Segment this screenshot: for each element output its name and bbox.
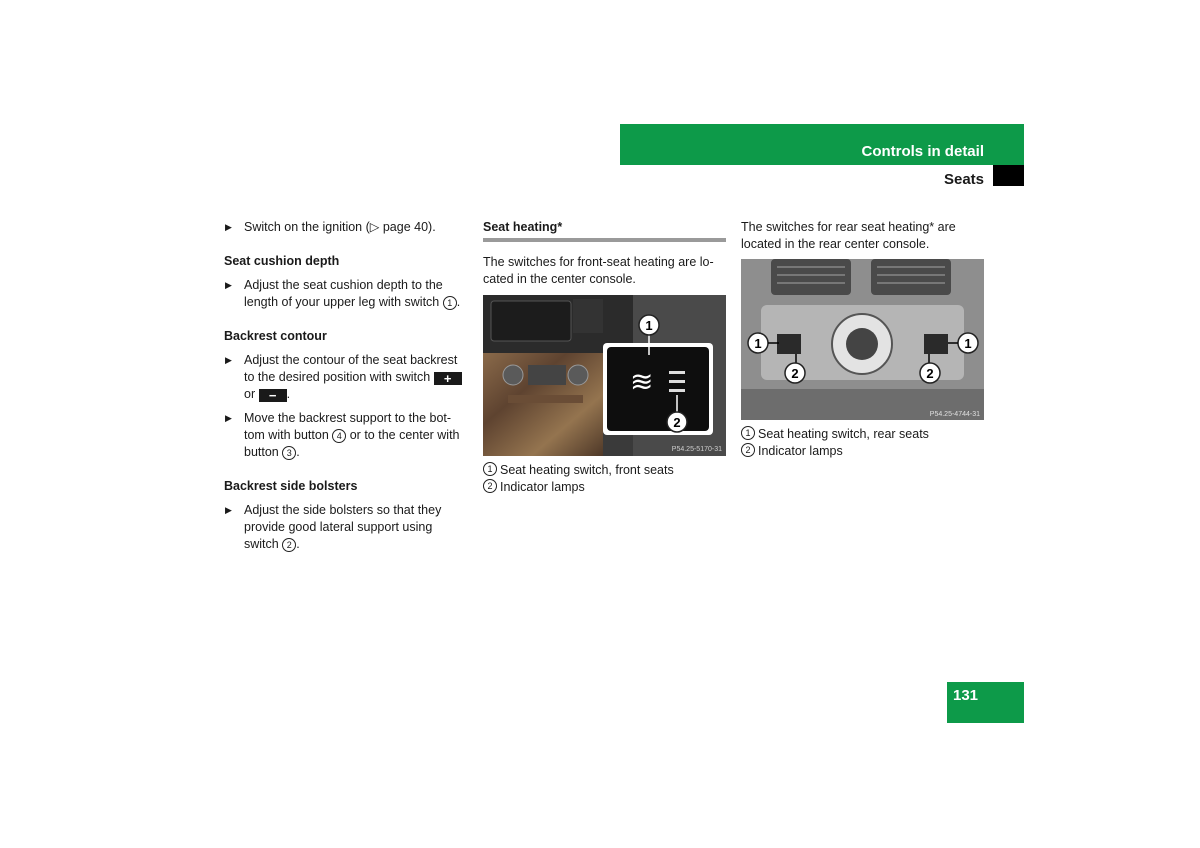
- ref-number: 2: [282, 538, 296, 552]
- rear-console-photo: [741, 259, 984, 420]
- heading-cushion-depth: Seat cushion depth: [224, 254, 340, 268]
- photo-code: P54.25-5170-31: [671, 446, 722, 453]
- heading-backrest-contour: Backrest contour: [224, 329, 327, 343]
- column-middle: [483, 219, 726, 496]
- bullet-triangle-icon: ▶: [225, 355, 232, 365]
- bullet-ignition: ▶ Switch on the ignition (▷ page 40).: [225, 220, 436, 234]
- svg-text:1: 1: [754, 336, 762, 351]
- svg-text:2: 2: [791, 366, 799, 381]
- photo-code: P54.25-4744-31: [929, 411, 980, 418]
- caption-item: 1 Seat heating switch, front seats: [483, 462, 726, 479]
- bullet-backrest-contour: ▶ Adjust the contour of the seat backrest to the desired position with switch + or − .: [224, 352, 467, 403]
- front-console-photo: [483, 295, 726, 456]
- heading-seat-heating: Seat heating*: [483, 220, 563, 234]
- header-black-tab: [993, 165, 1024, 186]
- caption-item: 2 Indicator lamps: [741, 443, 984, 460]
- caption-list: [741, 426, 984, 460]
- bullet-backrest-support: ▶ Move the backrest support to the bot-tom with button 4 or to the center with button 3 .: [225, 411, 460, 459]
- seat-heating-body: The switches for front-seat heating are lo-cated in the center console.: [483, 255, 714, 286]
- caption-list: [483, 462, 726, 496]
- heading-side-bolsters: Backrest side bolsters: [224, 479, 358, 493]
- section-title: Controls in detail: [861, 143, 984, 160]
- caption-item: 1 Seat heating switch, rear seats: [741, 426, 984, 443]
- svg-text:1: 1: [964, 336, 972, 351]
- bullet-triangle-icon: ▶: [225, 505, 232, 515]
- bullet-triangle-icon: ▶: [225, 413, 232, 423]
- page-number: 131: [953, 687, 979, 704]
- subsection-title: Seats: [943, 171, 984, 188]
- rear-heating-body: The switches for rear seat heating* are located in the rear center console.: [741, 220, 956, 251]
- column-left: [224, 219, 467, 553]
- seat-heat-icon: ≋: [630, 365, 654, 398]
- bullet-triangle-icon: ▶: [225, 222, 232, 232]
- ref-number: 3: [282, 446, 296, 460]
- svg-text:2: 2: [926, 366, 934, 381]
- bullet-side-bolsters: ▶ Adjust the side bolsters so that they provide good lateral support using switch 2 .: [225, 503, 442, 551]
- caption-item: 2 Indicator lamps: [483, 479, 726, 496]
- ref-number: 1: [443, 296, 457, 310]
- svg-text:1: 1: [645, 318, 653, 333]
- ref-number: 4: [332, 429, 346, 443]
- minus-key-icon: −: [259, 389, 287, 402]
- bullet-cushion-depth: ▶ Adjust the seat cushion depth to the length of your upper leg with switch 1 .: [225, 278, 461, 309]
- plus-key-icon: +: [434, 372, 462, 385]
- heading-rule: [483, 238, 726, 242]
- svg-text:2: 2: [673, 415, 681, 430]
- bullet-triangle-icon: ▶: [225, 280, 232, 290]
- column-right: [741, 219, 984, 460]
